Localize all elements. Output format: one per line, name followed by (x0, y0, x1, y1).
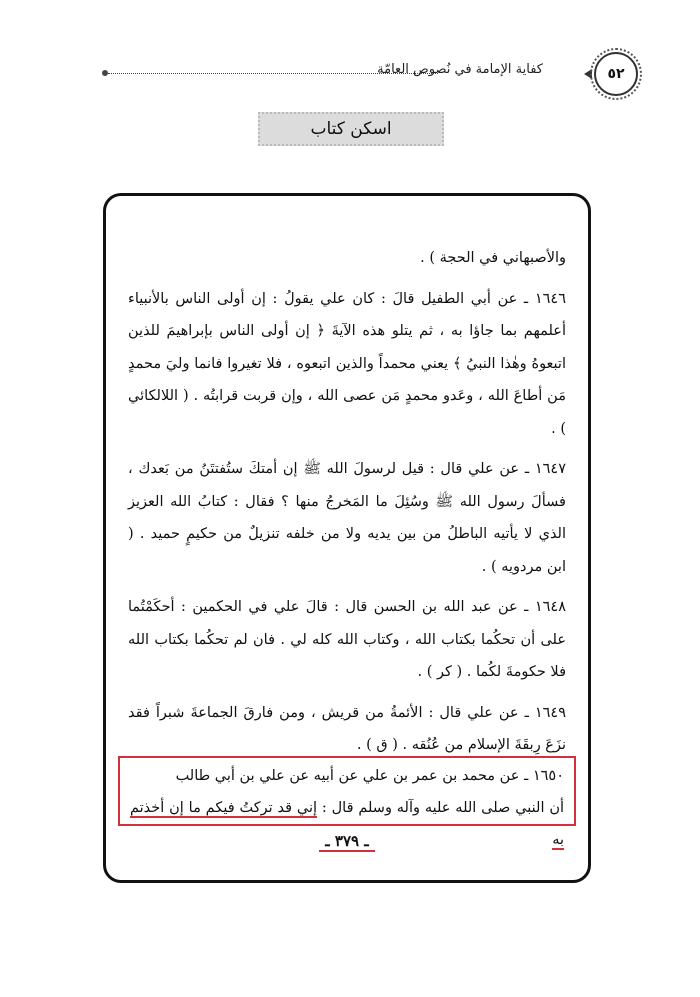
paragraph-1646: ١٦٤٦ ـ عن أبي الطفيل قالَ : كان علي يقولُ : إن أولى الناس بالأنبياء أعلمهم بما جاؤا به ، ثم يتلو هذه الآيةَ ﴿ إن أولى الناس بإبراهيمَ للذين اتبعوهُ وهٰذا النبيُ ﴾ يعني محمداً والذين اتبعوه ، فلا تغيروا فانما وليَ محمدٍ مَن أطاعَ الله ، وعَدو محمدٍ مَن عصى الله ، وإن قربت قرابتُه . ( اللالكائي ) . (128, 290, 566, 437)
scan-label: اسكن كتاب (310, 119, 392, 139)
page-header (90, 52, 638, 96)
scanned-text (128, 242, 566, 770)
page-badge (594, 52, 638, 96)
paragraph-1648: ١٦٤٨ ـ عن عبد الله بن الحسن قال : قالَ علي في الحكمين : أحكَمْتُما على أن تحكُما بكتاب الله ، وكتاب الله كله لي . فان لم تحكُما بكتاب الله فلا حكومةَ لكُما . ( كر ) . (128, 599, 566, 680)
highlight-line-2-start: أن النبي صلى الله عليه وآله وسلم قال : (317, 800, 565, 816)
paragraph-1647: ١٦٤٧ ـ عن علي قال : قيل لرسولَ الله ﷺ إن أمتكَ ستُفتتَنُ من بَعدك ، فسألَ رسول الله ﷺ وسُئِلَ ما المَخرجُ منها ؟ فقال : كتابُ الله العزيز الذي لا يأتيه الباطلُ من بين يديه ولا من خلفه تنزيلٌ من حكيمٍ حميد . ( ابن مردويه ) . (128, 461, 566, 575)
scan-page-number-text: ـ ٣٧٩ ـ (319, 832, 374, 852)
scan-page-number (106, 832, 588, 850)
paragraph-1649: ١٦٤٩ ـ عن علي قال : الأئمةُ من قريش ، ومن فارقَ الجماعةَ شبراً فقد نزَعَ رِبقَةَ الإسلام من عُنُقه . ( ق ) . (128, 704, 566, 753)
scanned-page-frame (103, 193, 591, 883)
highlight-underlined-phrase: إني قد تركتُ فيكم ما إن أخذتم به (130, 800, 564, 848)
page-badge-number: ٥٢ (607, 66, 625, 82)
highlight-line-1: ١٦٥٠ ـ عن محمد بن عمر بن علي عن أبيه عن علي بن أبي طالب (175, 768, 564, 784)
book-title: كفاية الإمامة في نُصوص العامّة (377, 62, 543, 77)
scan-label-box (258, 112, 444, 146)
paragraph-intro: والأصبهاني في الحجة ) . (420, 250, 566, 266)
